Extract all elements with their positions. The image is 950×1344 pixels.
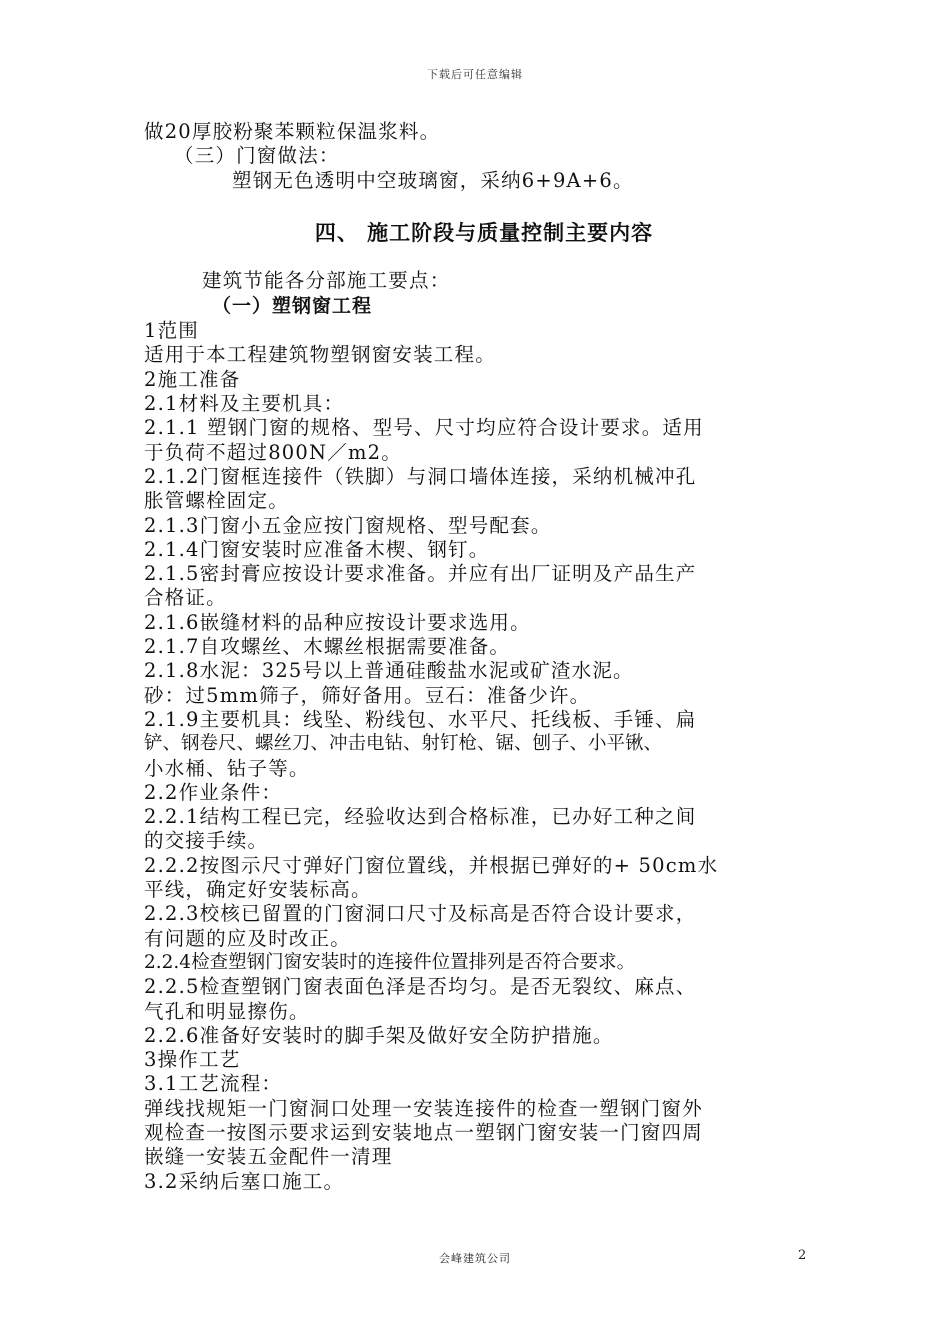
paragraph-line: 2.2.4检查塑钢门窗安装时的连接件位置排列是否符合要求。 [144,951,636,973]
paragraph-line: 2.1.4门窗安装时应准备木楔、钢钉。 [144,537,490,561]
paragraph-line: 3.1工艺流程： [144,1072,283,1096]
paragraph-line: 铲、钢卷尺、螺丝刀、冲击电钻、射钉枪、锯、刨子、小平锹、 [144,733,663,755]
paragraph-line: 2.2作业条件： [144,780,283,804]
paragraph-line: 2.1.3门窗小五金应按门窗规格、型号配套。 [144,513,552,537]
paragraph-line: 胀管螺栓固定。 [144,489,289,513]
paragraph-line: 2.1.5密封膏应按设计要求准备。并应有出厂证明及产品生产 [144,562,697,586]
header-note: 下载后可任意编辑 [427,68,523,81]
paragraph-line: 2施工准备 [144,367,241,391]
paragraph-line: 3操作工艺 [144,1048,241,1072]
paragraph-line: 2.1.7自攻螺丝、木螺丝根据需要准备。 [144,635,511,659]
paragraph-line: 平线，确定好安装标高。 [144,878,372,902]
subsection-label-doors-windows: （三）门窗做法： [174,144,340,168]
paragraph-line: 2.1.8水泥：325号以上普通硅酸盐水泥或矿渣水泥。 [144,659,634,683]
paragraph-line: 适用于本工程建筑物塑钢窗安装工程。 [144,343,496,367]
paragraph-line: 2.2.3校核已留置的门窗洞口尺寸及标高是否符合设计要求， [144,902,697,926]
document-body [144,120,824,1194]
paragraph-line: 2.2.6准备好安装时的脚手架及做好安全防护措施。 [144,1023,614,1047]
footer-company-name: 会峰建筑公司 [439,1252,511,1265]
paragraph-line: 砂：过5mm筛子，筛好备用。豆石：准备少许。 [144,683,591,707]
paragraph-line: 观检查一按图示要求运到安装地点一塑钢门窗安装一门窗四周 [144,1120,703,1144]
paragraph-line: 的交接手续。 [144,829,269,853]
paragraph-line: 2.1材料及主要机具： [144,392,345,416]
paragraph-line: 2.2.5检查塑钢门窗表面色泽是否均匀。是否无裂纹、麻点、 [144,975,697,999]
paragraph-line: 弹线找规矩一门窗洞口处理一安装连接件的检查一塑钢门窗外 [144,1096,703,1120]
section-heading: 四、 施工阶段与质量控制主要内容 [314,220,654,245]
paragraph-line: 2.2.1结构工程已完，经验收达到合格标准，已办好工种之间 [144,805,697,829]
paragraph-line: 2.2.2按图示尺寸弹好门窗位置线，并根据已弹好的+ 50cm水 [144,853,719,877]
paragraph-line: 建筑节能各分部施工要点： [202,268,451,292]
paragraph-line: 1范围 [144,319,200,343]
paragraph-line: 2.1.2门窗框连接件（铁脚）与洞口墙体连接，采纳机械冲孔 [144,464,697,488]
paragraph-line: 3.2采纳后塞口施工。 [144,1169,345,1193]
paragraph-line: 2.1.9主要机具：线坠、粉线包、水平尺、托线板、手锤、扁 [144,707,697,731]
paragraph-line: 小水桶、钻子等。 [144,756,310,780]
paragraph-line: 气孔和明显擦伤。 [144,999,310,1023]
paragraph-line: 合格证。 [144,586,227,610]
paragraph-line: 塑钢无色透明中空玻璃窗，采纳6+9A+6。 [232,168,634,192]
subsection-heading: （一）塑钢窗工程 [212,295,373,318]
paragraph-line: 嵌缝一安装五金配件一清理 [144,1145,393,1169]
paragraph-line: 做20厚胶粉聚苯颗粒保温浆料。 [144,120,441,143]
paragraph-line: 2.1.6嵌缝材料的品种应按设计要求选用。 [144,610,531,634]
paragraph-line: 于负荷不超过800N／m2。 [144,440,402,464]
paragraph-line: 2.1.1 塑钢门窗的规格、型号、尺寸均应符合设计要求。适用 [144,416,704,440]
paragraph-line: 有问题的应及时改正。 [144,926,352,950]
page-number: 2 [798,1248,807,1263]
